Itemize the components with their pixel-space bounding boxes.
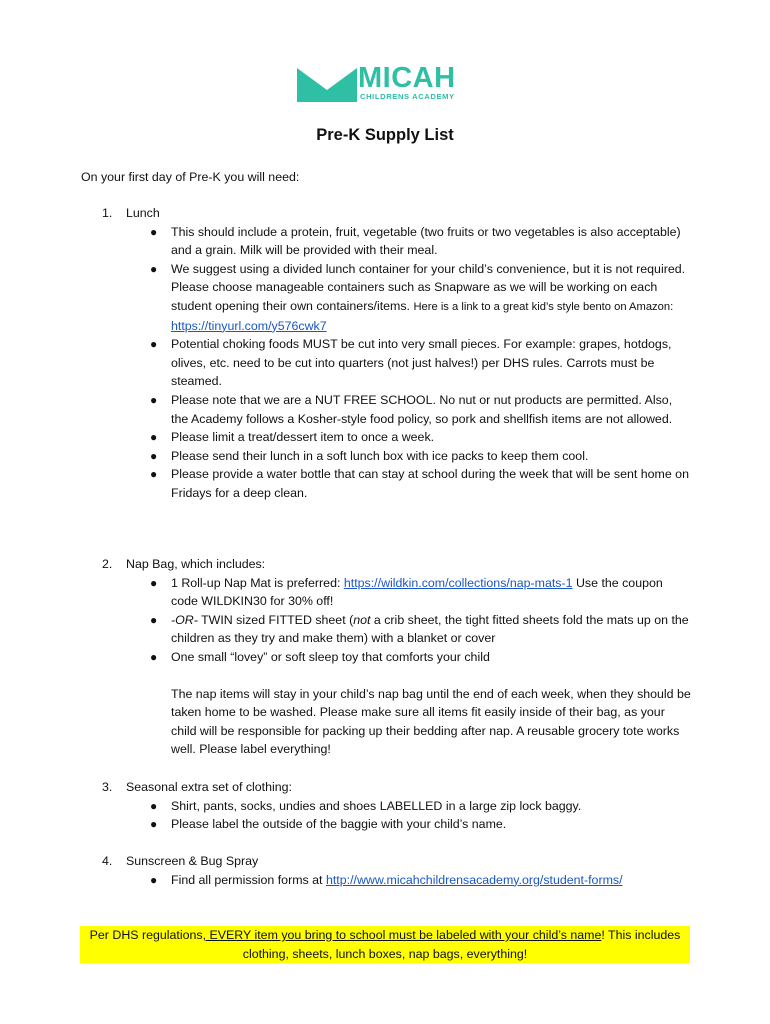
section-sunscreen [102, 852, 702, 889]
list-item: ● We suggest using a divided lunch container for your child’s convenience, but it is not required. Please choose manageable containers such as Snapware as we will be working on each student opening their own containers/items. Here is a link to a great kid’s style bento on Amazon: https://tinyurl.com/y576cwk7 [150, 261, 686, 333]
bento-link[interactable]: https://tinyurl.com/y576cwk7 [171, 318, 327, 333]
section-number: 1. [102, 206, 113, 220]
bullet-icon: ● [150, 798, 158, 813]
list-item: ● Potential choking foods MUST be cut into very small pieces. For example: grapes, hotdogs, olives, etc. need to be cut into quarters (not just halves!) per DHS rules. Carrots must be steamed. [150, 337, 672, 389]
nap-mat-link[interactable]: https://wildkin.com/collections/nap-mats-1 [343, 575, 573, 590]
logo-name: MICAH [358, 62, 456, 94]
list-item: ● Please note that we are a NUT FREE SCHOOL. No nut or nut products are permitted. Also, the Academy follows a Kosher-style food policy, so pork and shellfish items are not allowed. [150, 392, 673, 426]
bullet-icon: ● [150, 467, 158, 482]
list-item: ● Please provide a water bottle that can stay at school during the week that will be sent home on Fridays for a deep clean. [150, 467, 689, 500]
section-nap-bag [102, 555, 702, 759]
bullet-icon: ● [150, 817, 158, 832]
section-title: Seasonal extra set of clothing: [126, 780, 292, 794]
list-item: ● Please limit a treat/dessert item to once a week. [150, 428, 690, 447]
nap-list [102, 574, 690, 667]
bento-text: Here is a link to a great kid’s style bento on Amazon: [413, 300, 674, 313]
section-number: 3. [102, 780, 113, 794]
bullet-icon: ● [150, 649, 158, 664]
bullet-icon: ● [150, 448, 158, 463]
lunch-list [102, 223, 690, 503]
bullet-icon: ● [150, 392, 158, 407]
list-item: ● -OR- TWIN sized FITTED sheet (not a crib sheet, the tight fitted sheets fold the mats up on the children as they try and make them) with a blanket or cover [150, 612, 689, 646]
forms-list [102, 871, 690, 890]
bullet-icon: ● [150, 612, 158, 627]
list-item: ● Shirt, pants, socks, undies and shoes LABELLED in a large zip lock baggy. [150, 797, 690, 816]
bullet-icon: ● [150, 261, 158, 276]
section-title: Nap Bag, which includes: [126, 557, 266, 571]
logo-mark-icon [297, 68, 357, 102]
dhs-notice [80, 926, 690, 963]
list-item: ● Find all permission forms at http://www.micahchildrensacademy.org/student-forms/ [150, 871, 690, 890]
bullet-icon: ● [150, 224, 158, 239]
list-item: ● 1 Roll-up Nap Mat is preferred: https://wildkin.com/collections/nap-mats-1 Use the coupon code WILDKIN30 for 30% off! [150, 575, 663, 609]
section-number: 4. [102, 854, 113, 868]
page-title: Pre-K Supply List [316, 126, 454, 144]
list-item: ● One small “lovey” or soft sleep toy that comforts your child [150, 648, 690, 667]
bullet-icon: ● [150, 872, 158, 887]
section-title: Sunscreen & Bug Spray [126, 854, 259, 868]
list-item: ● Please label the outside of the baggie with your child’s name. [150, 815, 690, 834]
notice-suffix: ! This includes clothing, sheets, lunch boxes, nap bags, everything! [242, 928, 681, 961]
section-title: Lunch [126, 206, 160, 220]
section-lunch [102, 204, 702, 503]
notice-prefix: Per DHS regulations [89, 928, 203, 942]
nap-paragraph: The nap items will stay in your child’s nap bag until the end of each week, when they should be taken home to be washed. Please make sure all items fit easily inside of their bag, as your child will be responsible for packing up their bedding after nap. A reusable grocery tote works well. Please label everything! [171, 686, 691, 757]
micah-logo [297, 62, 477, 104]
section-clothing [102, 778, 702, 834]
notice-underlined: , EVERY item you bring to school must be labeled with your child’s name [202, 928, 602, 942]
logo-subtitle: CHILDRENS ACADEMY [360, 92, 455, 101]
bullet-icon: ● [150, 337, 158, 352]
list-item: ● This should include a protein, fruit, vegetable (two fruits or two vegetables is also acceptable) and a grain. Milk will be provided with their meal. [150, 224, 681, 258]
forms-link[interactable]: http://www.micahchildrensacademy.org/student-forms/ [325, 872, 623, 887]
intro-text: On your first day of Pre-K you will need: [81, 170, 300, 184]
list-item: ● Please send their lunch in a soft lunch box with ice packs to keep them cool. [150, 447, 690, 466]
clothing-list [102, 797, 690, 834]
bullet-icon: ● [150, 430, 158, 445]
section-number: 2. [102, 557, 113, 571]
bullet-icon: ● [150, 575, 158, 590]
